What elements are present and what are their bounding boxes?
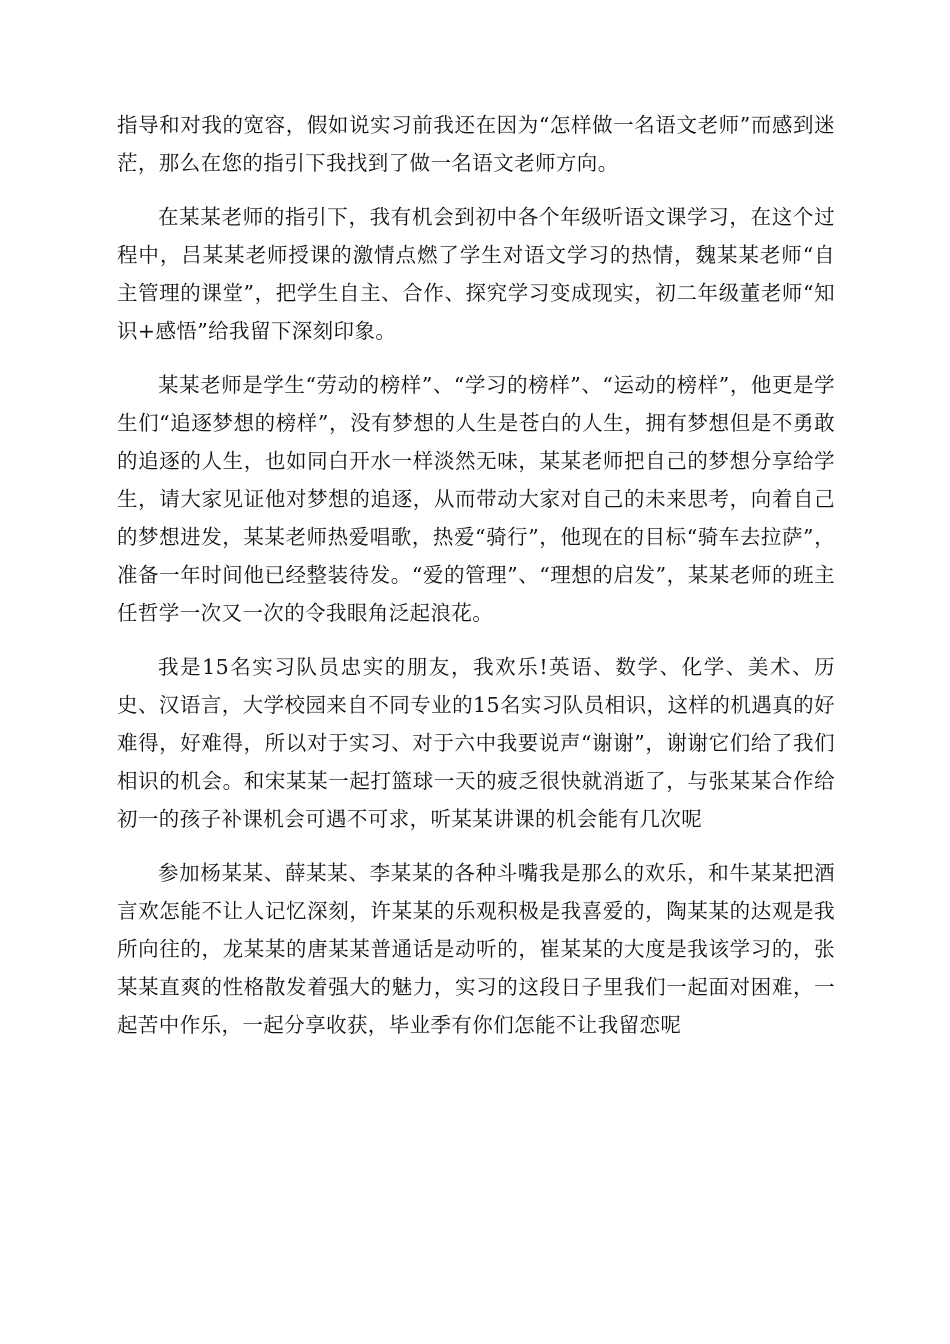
paragraph-4: 我是15名实习队员忠实的朋友，我欢乐!英语、数学、化学、美术、历史、汉语言，大学校园来自不同专业的15名实习队员相识，这样的机遇真的好难得，好难得，所以对于实习、对于六中我要说声“谢谢”，谢谢它们给了我们相识的机会。和宋某某一起打篮球一天的疲乏很快就消逝了，与张某某合作给初一的孩子补课机会可遇不可求，听某某讲课的机会能有几次呢 — [117, 655, 835, 831]
paragraph-5: 参加杨某某、薛某某、李某某的各种斗嘴我是那么的欢乐，和牛某某把酒言欢怎能不让人记忆深刻，许某某的乐观积极是我喜爱的，陶某某的达观是我所向往的，龙某某的唐某某普通话是动听的，崔某某的大度是我该学习的，张某某直爽的性格散发着强大的魅力，实习的这段日子里我们一起面对困难，一起苦中作乐，一起分享收获，毕业季有你们怎能不让我留恋呢 — [117, 861, 835, 1037]
paragraph-1: 指导和对我的宽容，假如说实习前我还在因为“怎样做一名语文老师”而感到迷茫，那么在您的指引下我找到了做一名语文老师方向。 — [117, 113, 835, 175]
document-page — [117, 106, 835, 1060]
paragraph-2: 在某某老师的指引下，我有机会到初中各个年级听语文课学习，在这个过程中，吕某某老师授课的激情点燃了学生对语文学习的热情，魏某某老师“自主管理的课堂”，把学生自主、合作、探究学习变成现实，初二年级董老师“知识+感悟”给我留下深刻印象。 — [117, 205, 835, 343]
paragraph-3: 某某老师是学生“劳动的榜样”、“学习的榜样”、“运动的榜样”，他更是学生们“追逐梦想的榜样”，没有梦想的人生是苍白的人生，拥有梦想但是不勇敢的追逐的人生，也如同白开水一样淡然无味，某某老师把自己的梦想分享给学生，请大家见证他对梦想的追逐，从而带动大家对自己的未来思考，向着自己的梦想进发，某某老师热爱唱歌，热爱“骑行”，他现在的目标“骑车去拉萨”，准备一年时间他已经整装待发。“爱的管理”、“理想的启发”，某某老师的班主任哲学一次又一次的令我眼角泛起浪花。 — [117, 373, 835, 625]
